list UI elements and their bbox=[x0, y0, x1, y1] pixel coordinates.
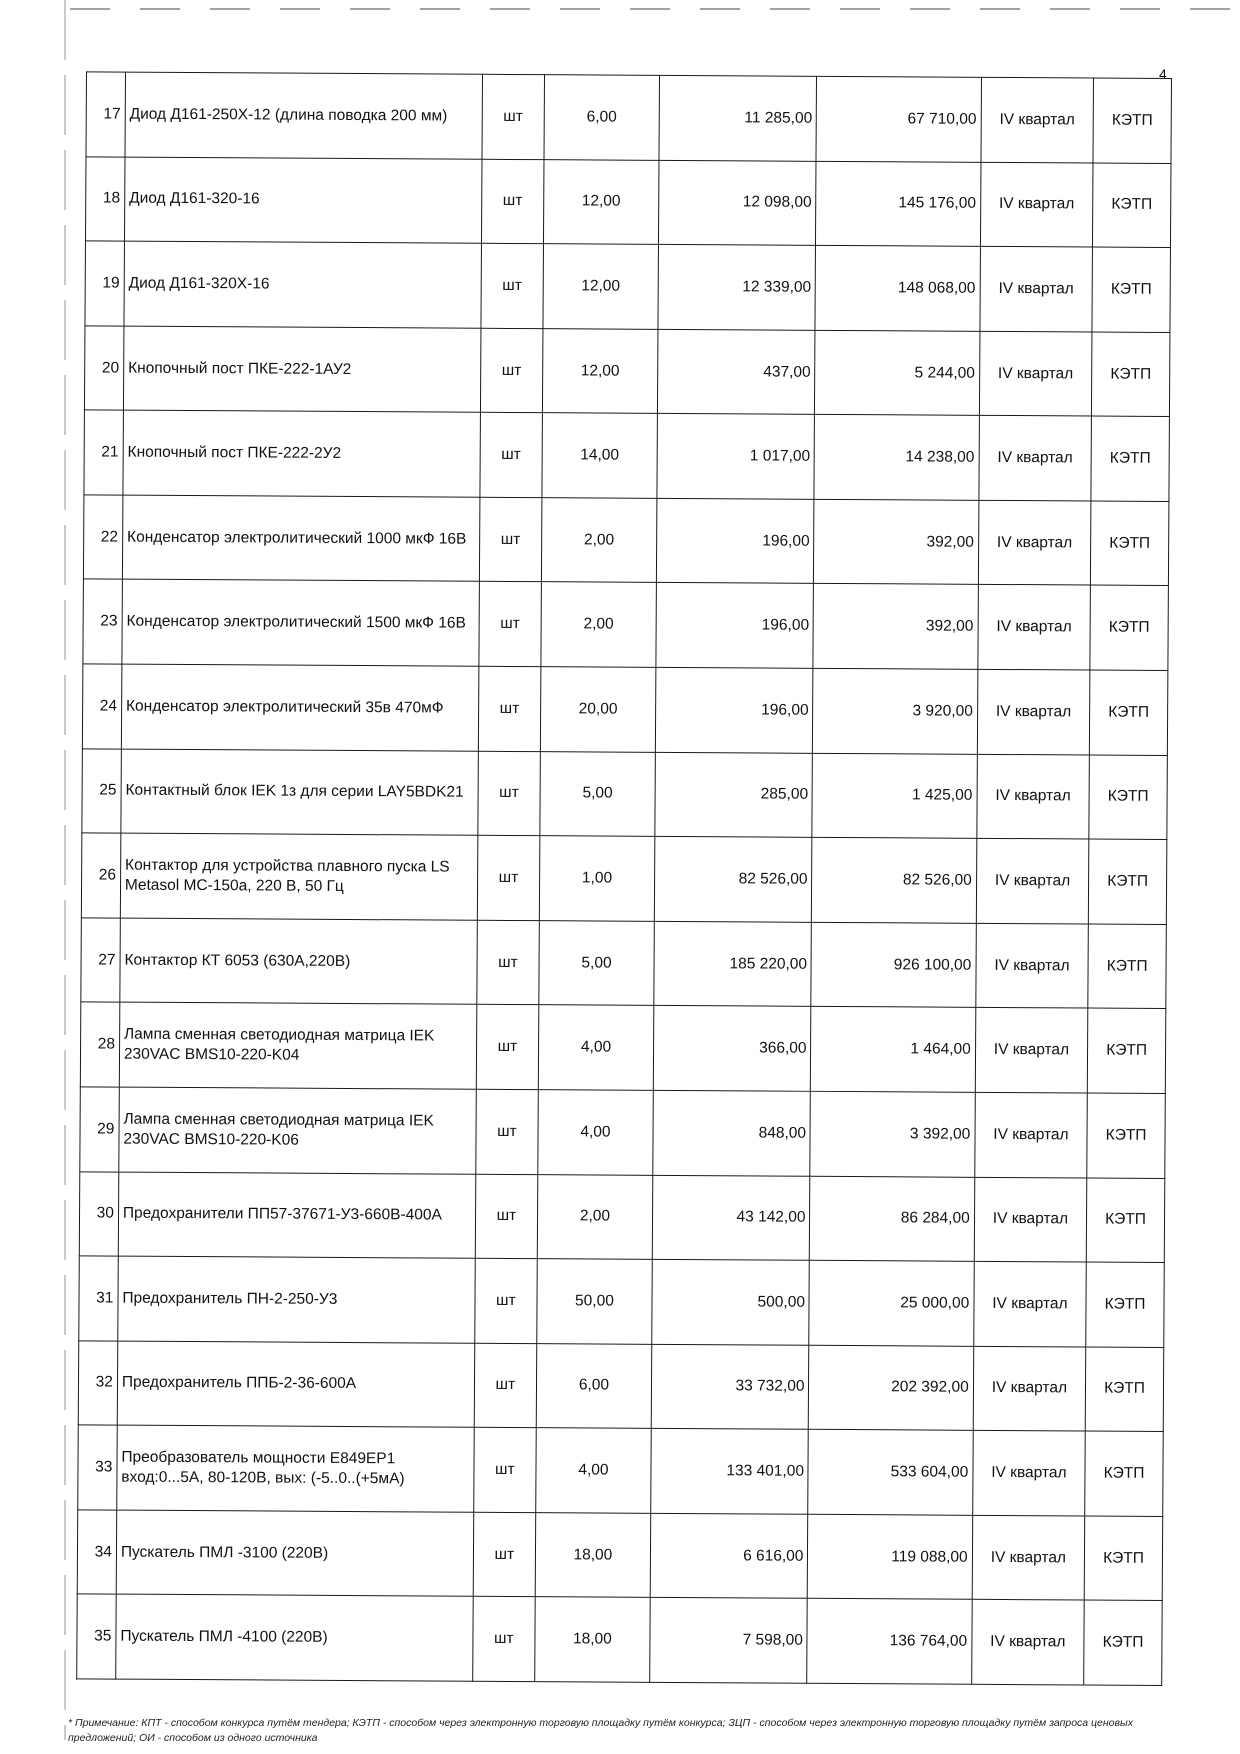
item-name: Предохранитель ППБ-2-36-600А bbox=[117, 1341, 474, 1428]
item-sum: 533 604,00 bbox=[808, 1430, 973, 1516]
item-unit: шт bbox=[473, 1428, 536, 1513]
item-quantity: 12,00 bbox=[543, 328, 658, 413]
item-quantity: 5,00 bbox=[539, 920, 654, 1005]
table-row bbox=[81, 918, 1166, 1009]
item-price: 7 598,00 bbox=[649, 1598, 807, 1684]
item-period: IV квартал bbox=[975, 1092, 1088, 1177]
item-sum: 3 392,00 bbox=[810, 1091, 975, 1177]
item-method: КЭТП bbox=[1093, 78, 1171, 163]
item-method: КЭТП bbox=[1087, 1008, 1165, 1093]
item-price: 82 526,00 bbox=[654, 837, 812, 923]
item-period: IV квартал bbox=[973, 1346, 1086, 1431]
item-sum: 926 100,00 bbox=[811, 922, 976, 1008]
item-name: Кнопочный пост ПКЕ-222-2У2 bbox=[123, 410, 480, 497]
table-row bbox=[78, 1425, 1163, 1516]
item-name: Предохранители ПП57-37671-У3-660В-400А bbox=[118, 1172, 475, 1259]
item-quantity: 18,00 bbox=[535, 1512, 650, 1597]
item-unit: шт bbox=[474, 1258, 537, 1343]
item-sum: 202 392,00 bbox=[809, 1345, 974, 1431]
footnote: * Примечание: КПТ - способом конкурса путём тендера; КЭТП - способом через электронную торговую площадку путём конкурса; ЗЦП - способом через электронную торговую площадку путём запроса ценовых предложений; ОИ - способом из одного источника bbox=[68, 1717, 1133, 1744]
item-period: IV квартал bbox=[981, 77, 1094, 162]
row-number: 29 bbox=[80, 1087, 119, 1172]
item-method: КЭТП bbox=[1085, 1431, 1163, 1516]
item-quantity: 14,00 bbox=[542, 413, 657, 498]
item-price: 33 732,00 bbox=[651, 1344, 809, 1430]
item-sum: 392,00 bbox=[814, 499, 979, 585]
item-name: Контактный блок IEK 1з для серии LAY5BDK21 bbox=[121, 749, 478, 836]
item-period: IV квартал bbox=[974, 1177, 1087, 1262]
item-name: Диод Д161-320-16 bbox=[124, 157, 481, 244]
table-row bbox=[80, 1002, 1165, 1093]
item-name: Кнопочный пост ПКЕ-222-1АУ2 bbox=[123, 326, 480, 413]
item-sum: 148 068,00 bbox=[815, 245, 980, 331]
table-row bbox=[83, 495, 1168, 586]
row-number: 33 bbox=[78, 1425, 117, 1510]
item-period: IV квартал bbox=[978, 500, 1091, 585]
item-price: 185 220,00 bbox=[654, 921, 812, 1007]
item-unit: шт bbox=[480, 328, 543, 413]
item-name: Конденсатор электролитический 1500 мкФ 16В bbox=[122, 580, 479, 667]
item-sum: 119 088,00 bbox=[808, 1514, 973, 1600]
item-name: Преобразователь мощности Е849ЕР1 вход:0...5А, 80-120В, вых: (-5..0..(+5мА) bbox=[117, 1425, 474, 1512]
item-name: Конденсатор электролитический 35в 470мФ bbox=[121, 664, 478, 751]
item-sum: 136 764,00 bbox=[807, 1599, 972, 1685]
item-quantity: 12,00 bbox=[544, 159, 659, 244]
item-name: Контактор КТ 6053 (630А,220В) bbox=[120, 918, 477, 1005]
item-method: КЭТП bbox=[1087, 1093, 1165, 1178]
item-method: КЭТП bbox=[1093, 163, 1171, 248]
scan-edge-left bbox=[64, 0, 66, 1740]
item-unit: шт bbox=[472, 1597, 535, 1682]
item-price: 12 098,00 bbox=[658, 160, 816, 246]
item-period: IV квартал bbox=[973, 1261, 1086, 1346]
row-number: 23 bbox=[83, 579, 122, 664]
row-number: 19 bbox=[85, 241, 124, 326]
item-period: IV квартал bbox=[976, 839, 1089, 924]
item-price: 196,00 bbox=[656, 498, 814, 584]
item-period: IV квартал bbox=[979, 331, 1092, 416]
table-row bbox=[85, 156, 1170, 247]
row-number: 24 bbox=[82, 664, 121, 749]
row-number: 34 bbox=[77, 1510, 116, 1595]
item-name: Диод Д161-320Х-16 bbox=[124, 241, 481, 328]
item-unit: шт bbox=[480, 243, 543, 328]
item-unit: шт bbox=[479, 413, 542, 498]
row-number: 18 bbox=[85, 156, 124, 241]
table-row bbox=[86, 72, 1171, 163]
item-sum: 392,00 bbox=[813, 584, 978, 670]
row-number: 17 bbox=[86, 72, 125, 157]
table-row bbox=[79, 1256, 1164, 1347]
item-quantity: 5,00 bbox=[540, 751, 655, 836]
item-period: IV квартал bbox=[977, 669, 1090, 754]
item-quantity: 50,00 bbox=[537, 1259, 652, 1344]
item-period: IV квартал bbox=[979, 416, 1092, 501]
table-row bbox=[77, 1594, 1162, 1685]
row-number: 20 bbox=[84, 326, 123, 411]
item-quantity: 2,00 bbox=[541, 582, 656, 667]
item-period: IV квартал bbox=[975, 1008, 1088, 1093]
table-row bbox=[83, 579, 1168, 670]
item-unit: шт bbox=[477, 835, 540, 920]
item-price: 12 339,00 bbox=[658, 245, 816, 331]
item-unit: шт bbox=[474, 1343, 537, 1428]
item-price: 437,00 bbox=[657, 329, 815, 415]
item-unit: шт bbox=[476, 920, 539, 1005]
row-number: 22 bbox=[83, 495, 122, 580]
item-quantity: 6,00 bbox=[536, 1343, 651, 1428]
item-sum: 86 284,00 bbox=[810, 1176, 975, 1262]
item-price: 848,00 bbox=[653, 1090, 811, 1176]
item-sum: 5 244,00 bbox=[815, 330, 980, 416]
item-sum: 82 526,00 bbox=[812, 838, 977, 924]
item-period: IV квартал bbox=[980, 162, 1093, 247]
item-period: IV квартал bbox=[980, 246, 1093, 331]
item-sum: 145 176,00 bbox=[816, 161, 981, 247]
table-row bbox=[77, 1510, 1162, 1601]
item-period: IV квартал bbox=[972, 1431, 1085, 1516]
table-row bbox=[79, 1171, 1164, 1262]
item-price: 366,00 bbox=[653, 1006, 811, 1092]
item-period: IV квартал bbox=[977, 754, 1090, 839]
item-price: 11 285,00 bbox=[659, 75, 817, 161]
item-price: 285,00 bbox=[655, 752, 813, 838]
item-quantity: 2,00 bbox=[542, 498, 657, 583]
table-row bbox=[84, 326, 1169, 417]
item-quantity: 20,00 bbox=[541, 667, 656, 752]
item-method: КЭТП bbox=[1091, 501, 1169, 586]
item-method: КЭТП bbox=[1090, 585, 1168, 670]
item-method: КЭТП bbox=[1086, 1178, 1164, 1263]
item-quantity: 4,00 bbox=[538, 1090, 653, 1175]
row-number: 35 bbox=[77, 1594, 116, 1679]
item-method: КЭТП bbox=[1089, 670, 1167, 755]
item-method: КЭТП bbox=[1089, 755, 1167, 840]
item-name: Контактор для устройства плавного пуска LS Metasol MC-150a, 220 В, 50 Гц bbox=[120, 833, 477, 920]
item-price: 6 616,00 bbox=[650, 1513, 808, 1599]
item-unit: шт bbox=[481, 159, 544, 244]
item-sum: 1 425,00 bbox=[812, 753, 977, 839]
item-method: КЭТП bbox=[1084, 1600, 1162, 1685]
item-name: Пускатель ПМЛ -4100 (220В) bbox=[116, 1594, 473, 1681]
item-name: Предохранитель ПН-2-250-У3 bbox=[118, 1256, 475, 1343]
table-row bbox=[81, 833, 1166, 924]
item-method: КЭТП bbox=[1088, 924, 1166, 1009]
scan-edge-top bbox=[70, 8, 1230, 10]
row-number: 31 bbox=[79, 1256, 118, 1341]
item-method: КЭТП bbox=[1092, 247, 1170, 332]
item-unit: шт bbox=[475, 1174, 538, 1259]
item-unit: шт bbox=[479, 497, 542, 582]
item-price: 196,00 bbox=[655, 667, 813, 753]
item-name: Лампа сменная светодиодная матрица IEK 230VAC BMS10-220-K06 bbox=[119, 1087, 476, 1174]
table-row bbox=[82, 748, 1167, 839]
table-row bbox=[82, 664, 1167, 755]
item-sum: 67 710,00 bbox=[816, 76, 981, 162]
item-period: IV квартал bbox=[971, 1600, 1084, 1685]
item-quantity: 6,00 bbox=[544, 75, 659, 160]
item-quantity: 1,00 bbox=[540, 836, 655, 921]
item-sum: 1 464,00 bbox=[811, 1007, 976, 1093]
item-method: КЭТП bbox=[1092, 332, 1170, 417]
row-number: 21 bbox=[84, 410, 123, 495]
row-number: 25 bbox=[82, 748, 121, 833]
table-row bbox=[78, 1341, 1163, 1432]
item-price: 1 017,00 bbox=[657, 414, 815, 500]
table-row bbox=[80, 1087, 1165, 1178]
item-name: Диод Д161-250Х-12 (длина поводка 200 мм) bbox=[125, 72, 482, 159]
item-name: Конденсатор электролитический 1000 мкФ 16В bbox=[122, 495, 479, 582]
table-body bbox=[77, 72, 1172, 1686]
item-method: КЭТП bbox=[1084, 1516, 1162, 1601]
item-method: КЭТП bbox=[1091, 416, 1169, 501]
item-quantity: 18,00 bbox=[535, 1597, 650, 1682]
item-method: КЭТП bbox=[1088, 839, 1166, 924]
item-price: 196,00 bbox=[656, 583, 814, 669]
table-row bbox=[84, 410, 1169, 501]
item-unit: шт bbox=[481, 74, 544, 159]
item-method: КЭТП bbox=[1086, 1262, 1164, 1347]
page-number: 4 bbox=[1159, 66, 1167, 82]
item-quantity: 4,00 bbox=[538, 1005, 653, 1090]
item-method: КЭТП bbox=[1085, 1347, 1163, 1432]
item-unit: шт bbox=[475, 1089, 538, 1174]
row-number: 27 bbox=[81, 918, 120, 1003]
item-unit: шт bbox=[478, 582, 541, 667]
item-unit: шт bbox=[473, 1512, 536, 1597]
row-number: 28 bbox=[80, 1002, 119, 1087]
item-period: IV квартал bbox=[972, 1515, 1085, 1600]
table-row bbox=[85, 241, 1170, 332]
row-number: 32 bbox=[78, 1341, 117, 1426]
row-number: 30 bbox=[79, 1171, 118, 1256]
row-number: 26 bbox=[81, 833, 120, 918]
item-period: IV квартал bbox=[978, 585, 1091, 670]
item-quantity: 4,00 bbox=[536, 1428, 651, 1513]
item-price: 500,00 bbox=[651, 1259, 809, 1345]
item-name: Пускатель ПМЛ -3100 (220В) bbox=[116, 1510, 473, 1597]
item-sum: 3 920,00 bbox=[813, 668, 978, 754]
item-price: 133 401,00 bbox=[650, 1429, 808, 1515]
item-period: IV квартал bbox=[976, 923, 1089, 1008]
item-quantity: 12,00 bbox=[543, 244, 658, 329]
item-unit: шт bbox=[478, 666, 541, 751]
item-sum: 25 000,00 bbox=[809, 1260, 974, 1346]
item-sum: 14 238,00 bbox=[814, 415, 979, 501]
item-quantity: 2,00 bbox=[537, 1174, 652, 1259]
item-price: 43 142,00 bbox=[652, 1175, 810, 1261]
item-unit: шт bbox=[477, 751, 540, 836]
procurement-table bbox=[76, 71, 1172, 1686]
item-unit: шт bbox=[476, 1005, 539, 1090]
item-name: Лампа сменная светодиодная матрица IEK 230VAC BMS10-220-K04 bbox=[119, 1002, 476, 1089]
